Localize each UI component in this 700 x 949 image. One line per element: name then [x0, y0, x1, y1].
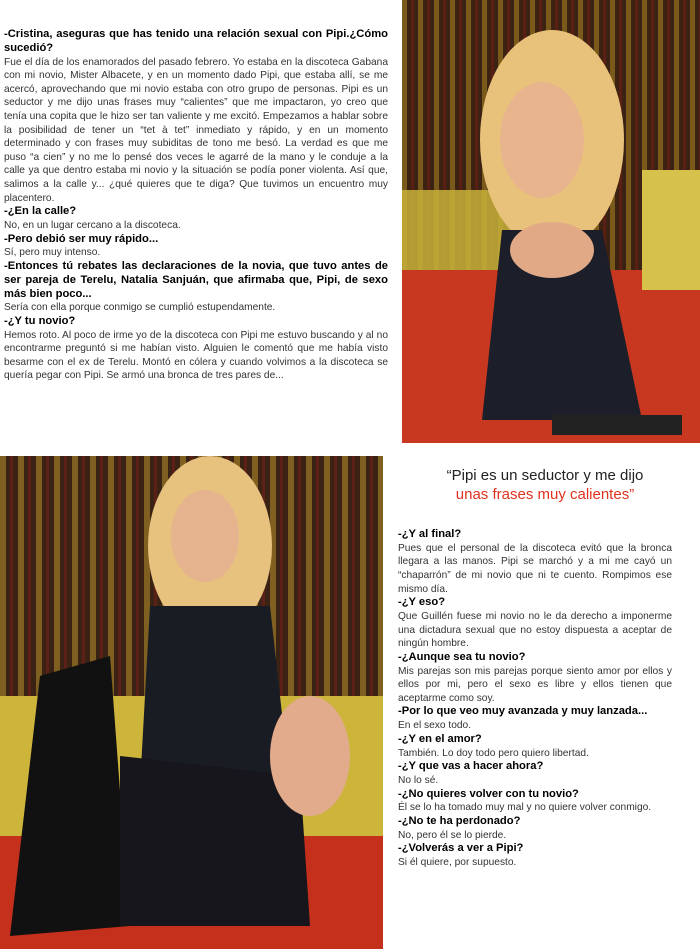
- question: -Por lo que veo muy avanzada y muy lanzada...: [398, 705, 648, 718]
- question: -¿Y eso?: [398, 596, 446, 609]
- question: -Pero debió ser muy rápido...: [4, 232, 159, 245]
- question: -¿En la calle?: [4, 205, 77, 218]
- answer: Pues que el personal de la discoteca evitó que la bronca llegara a las manos. Pipi se marchó y a mi me cayó un “chaparrón” de mi novio que ni te cuento. Rompimos ese mismo día.: [398, 542, 672, 595]
- answer: Sí, pero muy intenso.: [4, 247, 101, 259]
- portrait-photo-top: [402, 0, 700, 443]
- answer: No, en un lugar cercano a la discoteca.: [4, 219, 181, 231]
- question: -¿Y al final?: [398, 528, 462, 540]
- pull-quote-line2: unas frases muy calientes”: [455, 486, 635, 503]
- interview-column-top: [4, 28, 388, 383]
- pull-quote: [400, 466, 690, 504]
- pull-quote-line1: “Pipi es un seductor y me dijo: [446, 467, 644, 484]
- question: -¿Y que vas a hacer ahora?: [398, 760, 544, 773]
- answer: Si él quiere, por supuesto.: [398, 857, 517, 869]
- answer: También. Lo doy todo pero quiero libertad.: [398, 747, 589, 759]
- question: -Entonces tú rebates las declaraciones de la novia, que tuvo antes de ser pareja de Terelu, Natalia Sanjuán, que afirmaba que, Pipi, de sexo más bien poco...: [4, 259, 388, 300]
- question: -Cristina, aseguras que has tenido una relación sexual con Pipi.¿Cómo sucedió?: [4, 28, 388, 54]
- answer: Sería con ella porque conmigo se cumplió estupendamente.: [4, 302, 276, 314]
- answer: Que Guillén fuese mi novio no le da derecho a imponerme una dictadura sexual que no estoy dispuesta a aceptar de ningún hombre.: [398, 610, 672, 650]
- question: -¿Y tu novio?: [4, 314, 76, 327]
- question: -¿Volverás a ver a Pipi?: [398, 842, 524, 855]
- portrait-photo-bottom: [0, 456, 383, 949]
- question: -¿No quieres volver con tu novio?: [398, 787, 579, 800]
- answer: No lo sé.: [398, 774, 439, 786]
- question: -¿Y en el amor?: [398, 732, 482, 745]
- answer: Hemos roto. Al poco de irme yo de la discoteca con Pipi me estuvo buscando y al no encontrarme preguntó si me habían visto. Alguien le comentó que me había visto besarme con el ex de Terelu. Montó en cólera y cuando volvimos a la discoteca se quería pegar con Pipi. Se armó una bronca de tres pares de...: [4, 329, 388, 382]
- interview-column-right: [398, 528, 672, 870]
- answer: No, pero él se lo pierde.: [398, 829, 507, 841]
- answer: Él se lo ha tomado muy mal y no quiere volver conmigo.: [398, 802, 652, 814]
- photo-bottom: [0, 456, 383, 949]
- answer: Mis parejas son mis parejas porque siento amor por ellos y ellos por mi, pero el sexo es libre y ellos tienen que aceptarme como soy.: [398, 665, 672, 704]
- answer: En el sexo todo.: [398, 720, 472, 732]
- question: -¿No te ha perdonado?: [398, 814, 521, 827]
- question: -¿Aunque sea tu novio?: [398, 650, 526, 663]
- answer: Fue el día de los enamorados del pasado febrero. Yo estaba en la discoteca Gabana con mi novio, Mister Albacete, y en un momento dado Pipi, que estaba allí, se me acercó, aprovechando que mi novio estaba con otro grupo de personas. Pipi es un seductor y me dijo unas frases muy “calientes” que me impactaron, yo creo que tenía una copita que le hizo ser tan valiente y me excitó. Empezamos a hablar sobre la posibilidad de tener un “tet à tet” inmediato y rápido, y en un momento determinado y con frases muy subiditas de tono me besó. La verdad es que me puso “a cien” y no me lo pensé dos veces le agarré de la mano y le conduje a la calle ya que dentro estaba mi novio y la situación se podía poner violenta. Así que, salimos a la calle y... ¿qué quieres que te diga? Que tuvimos un encuentro muy placentero.: [4, 56, 388, 204]
- photo-top: [402, 0, 700, 443]
